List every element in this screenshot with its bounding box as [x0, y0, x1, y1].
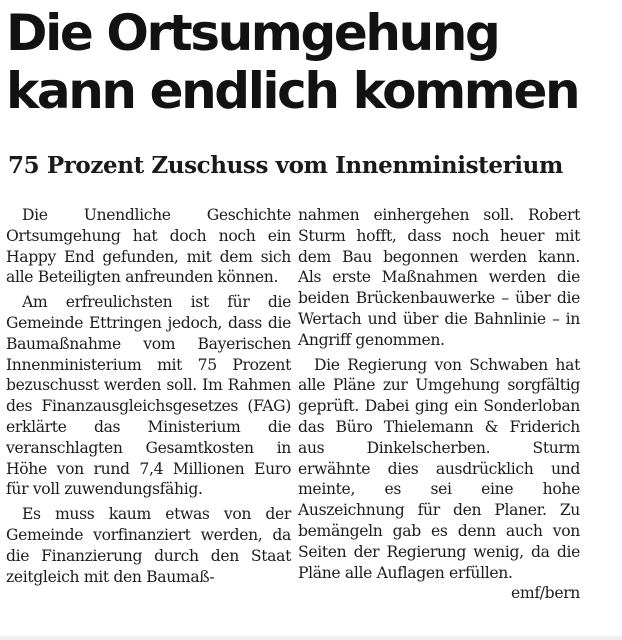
subheadline: 75 Prozent Zuschuss vom Innenministerium	[8, 152, 563, 179]
paragraph-text: Die Regierung von Schwaben hat alle Pläne zur Umgehung sorgfältig geprüft. Dabei ging ein Sonderloban das Büro Thielemann & Friderich aus Dinkelscherben. Sturm erwähnte dies ausdrücklich und meinte, es sei eine hohe Auszeichnung für den Planer. Zu bemängeln gab es denn auch von Seiten der Regierung wenig, da die Pläne alle Auflagen erfüllen.	[298, 355, 580, 582]
paragraph	[298, 355, 580, 603]
headline	[6, 4, 618, 120]
paragraph: Die Unendliche Geschichte Ortsumgehung hat doch noch ein Happy End gefunden, mit dem sich alle Beteiligten anfreunden können.	[6, 206, 291, 287]
author-signature: emf/bern	[511, 584, 580, 603]
headline-line-2: kann endlich kommen	[6, 62, 579, 120]
headline-line-1: Die Ortsumgehung	[6, 4, 499, 62]
text-column-right	[298, 205, 580, 604]
paragraph: Es muss kaum etwas von der Gemeinde vorfinanziert werden, da die Finanzierung durch den Staat zeitgleich mit den Baumaß-	[6, 505, 291, 586]
paragraph: nahmen einhergehen soll. Robert Sturm hofft, dass noch heuer mit dem Bau begonnen werden kann. Als erste Maßnahmen werden die beiden Brückenbauwerke – über die Wertach und über die Bahnlinie – in Angriff genommen.	[298, 206, 580, 349]
paragraph: Am erfreulichsten ist für die Gemeinde Ettringen jedoch, dass die Baumaßnahme vom Bayerischen Innenministerium mit 75 Prozent bezuschusst werden soll. Im Rahmen des Finanzausgleichsgesetzes (FAG) erklärte das Ministerium die veranschlagten Gesamtkosten in Höhe von rund 7,4 Millionen Euro für voll zuwendungsfähig.	[6, 293, 291, 499]
text-column-left	[6, 205, 291, 591]
page-edge	[0, 636, 622, 640]
